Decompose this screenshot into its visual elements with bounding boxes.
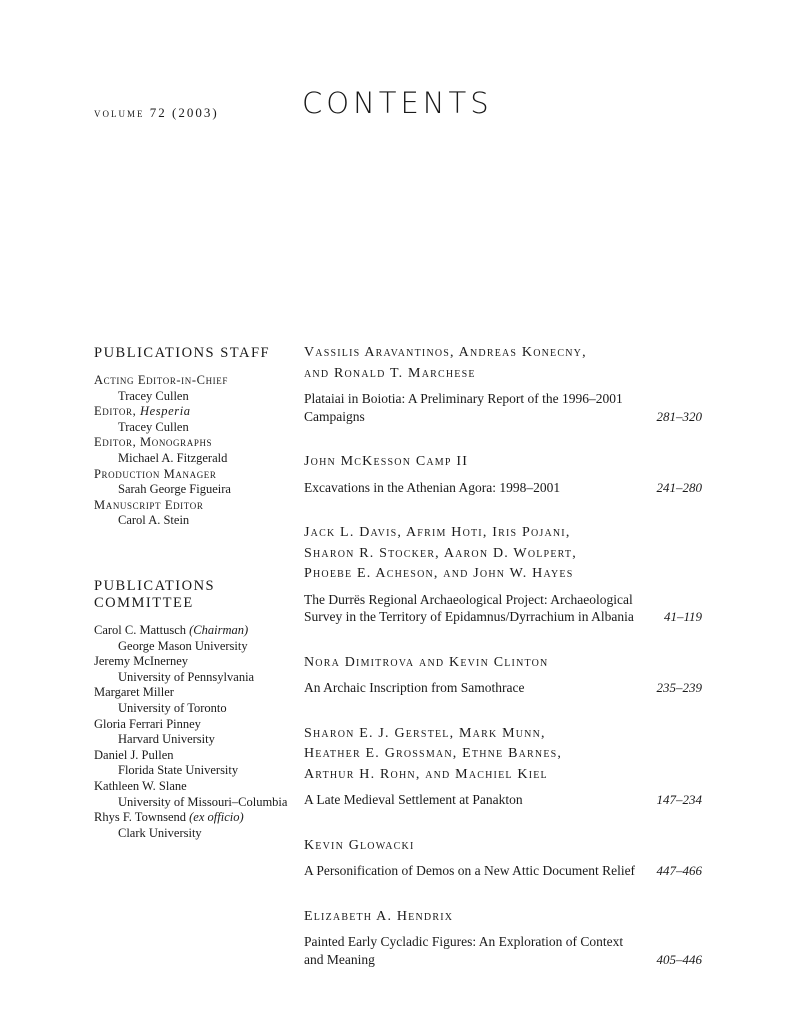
toc-authors — [304, 452, 702, 473]
table-of-contents — [304, 343, 702, 995]
toc-page-range: 41–119 — [663, 609, 702, 624]
committee-member-note: (ex officio) — [189, 810, 244, 825]
toc-authors — [304, 343, 702, 384]
staff-role-label: Editor, Monographs — [94, 435, 213, 450]
toc-authors — [304, 653, 702, 674]
toc-entry — [304, 343, 702, 425]
staff-list — [94, 373, 294, 529]
committee-affiliation: University of Toronto — [118, 700, 227, 715]
toc-entry — [304, 523, 702, 626]
committee-member — [94, 654, 294, 670]
committee-member — [94, 685, 294, 701]
committee-member-note: (Chairman) — [189, 623, 249, 637]
committee-member-name: Kathleen W. Slane — [94, 778, 187, 793]
toc-entry — [304, 452, 702, 496]
toc-author-line: Heather E. Grossman, Ethne Barnes, — [304, 746, 563, 761]
toc-author-line: and Ronald T. Marchese — [304, 365, 476, 381]
toc-article-title: Excavations in the Athenian Agora: 1998–2001 — [304, 479, 561, 495]
toc-entry — [304, 907, 702, 969]
toc-article-row — [304, 591, 702, 626]
staff-role-italic: Hesperia — [140, 404, 191, 419]
toc-authors — [304, 724, 702, 786]
staff-role — [94, 498, 294, 514]
staff-person: Carol A. Stein — [118, 513, 190, 528]
toc-page-range: 235–239 — [656, 680, 702, 695]
toc-authors — [304, 907, 702, 928]
committee-member — [94, 623, 294, 639]
publications-committee — [94, 578, 294, 841]
toc-entry — [304, 724, 702, 809]
toc-article-row — [304, 479, 702, 497]
toc-article-row — [304, 862, 702, 880]
committee-affiliation: Florida State University — [118, 763, 239, 778]
toc-article-title: Plataiai in Boiotia: A Preliminary Report of the 1996–2001 Campaigns — [304, 391, 623, 424]
toc-article-row — [304, 390, 702, 425]
committee-member-name: Jeremy McInerney — [94, 654, 189, 669]
toc-article-title: The Durrës Regional Archaeological Project: Archaeological Survey in the Territory of Epidamnus/Dyrrachium in Albania — [304, 591, 634, 624]
toc-author-line: Jack L. Davis, Afrim Hoti, Iris Pojani, — [304, 525, 571, 540]
toc-article-row — [304, 679, 702, 697]
staff-person: Tracey Cullen — [118, 388, 189, 403]
staff-role-label: Production Manager — [94, 466, 217, 481]
committee-affiliation: Harvard University — [118, 732, 215, 747]
toc-entry — [304, 836, 702, 880]
staff-person: Michael A. Fitzgerald — [118, 450, 228, 465]
toc-author-line: Arthur H. Rohn, and Machiel Kiel — [304, 766, 548, 782]
committee-member-name: Margaret Miller — [94, 685, 174, 700]
staff-role-label: Manuscript Editor — [94, 497, 204, 512]
toc-author-line: Kevin Glowacki — [304, 837, 415, 853]
toc-author-line: Elizabeth A. Hendrix — [304, 908, 454, 924]
toc-author-line: Sharon R. Stocker, Aaron D. Wolpert, — [304, 545, 577, 561]
toc-article-title: An Archaic Inscription from Samothrace — [304, 680, 525, 695]
toc-article-title: A Personification of Demos on a New Attic Document Relief — [304, 863, 636, 878]
staff-role — [94, 404, 294, 420]
toc-article-row — [304, 791, 702, 809]
staff-person: Sarah George Figueira — [118, 482, 231, 497]
committee-member-name: Rhys F. Townsend — [94, 810, 187, 825]
committee-member — [94, 779, 294, 795]
toc-page-range: 281–320 — [656, 408, 702, 424]
toc-author-line: Nora Dimitrova and Kevin Clinton — [304, 654, 549, 670]
committee-member — [94, 810, 294, 826]
toc-page-range: 147–234 — [656, 792, 702, 807]
volume-label: volume 72 (2003) — [94, 105, 219, 120]
staff-role-label: Editor, — [94, 404, 141, 419]
toc-authors — [304, 523, 702, 585]
staff-heading: PUBLICATIONS STAFF — [94, 345, 271, 361]
staff-role — [94, 435, 294, 451]
toc-authors — [304, 836, 702, 857]
toc-entry — [304, 653, 702, 697]
committee-list — [94, 623, 294, 841]
toc-page-range: 241–280 — [656, 479, 702, 495]
staff-role-label: Acting Editor-in-Chief — [94, 373, 228, 387]
committee-member — [94, 748, 294, 764]
committee-affiliation: University of Missouri–Columbia — [118, 794, 288, 809]
committee-affiliation: George Mason University — [118, 638, 248, 653]
page-title: CONTENTS — [302, 86, 493, 120]
committee-member — [94, 717, 294, 733]
staff-role — [94, 467, 294, 483]
committee-affiliation: Clark University — [118, 825, 202, 840]
publications-staff — [94, 345, 294, 529]
committee-heading: PUBLICATIONS COMMITTEE — [94, 578, 216, 611]
committee-member-name: Gloria Ferrari Pinney — [94, 716, 201, 731]
staff-person: Tracey Cullen — [118, 419, 189, 434]
toc-article-row — [304, 933, 702, 968]
committee-affiliation: University of Pennsylvania — [118, 669, 255, 684]
toc-author-line: Sharon E. J. Gerstel, Mark Munn, — [304, 725, 546, 741]
toc-page-range: 405–446 — [656, 951, 702, 967]
toc-article-title: A Late Medieval Settlement at Panakton — [304, 792, 523, 807]
committee-member-name: Daniel J. Pullen — [94, 747, 174, 762]
toc-page-range: 447–466 — [656, 863, 702, 878]
staff-role — [94, 373, 294, 389]
toc-author-line: John McKesson Camp II — [304, 454, 469, 469]
toc-article-title: Painted Early Cycladic Figures: An Exploration of Context and Meaning — [304, 934, 624, 967]
toc-author-line: Vassilis Aravantinos, Andreas Konecny, — [304, 345, 587, 360]
committee-member-name: Carol C. Mattusch — [94, 623, 187, 637]
toc-author-line: Phoebe E. Acheson, and John W. Hayes — [304, 566, 574, 581]
